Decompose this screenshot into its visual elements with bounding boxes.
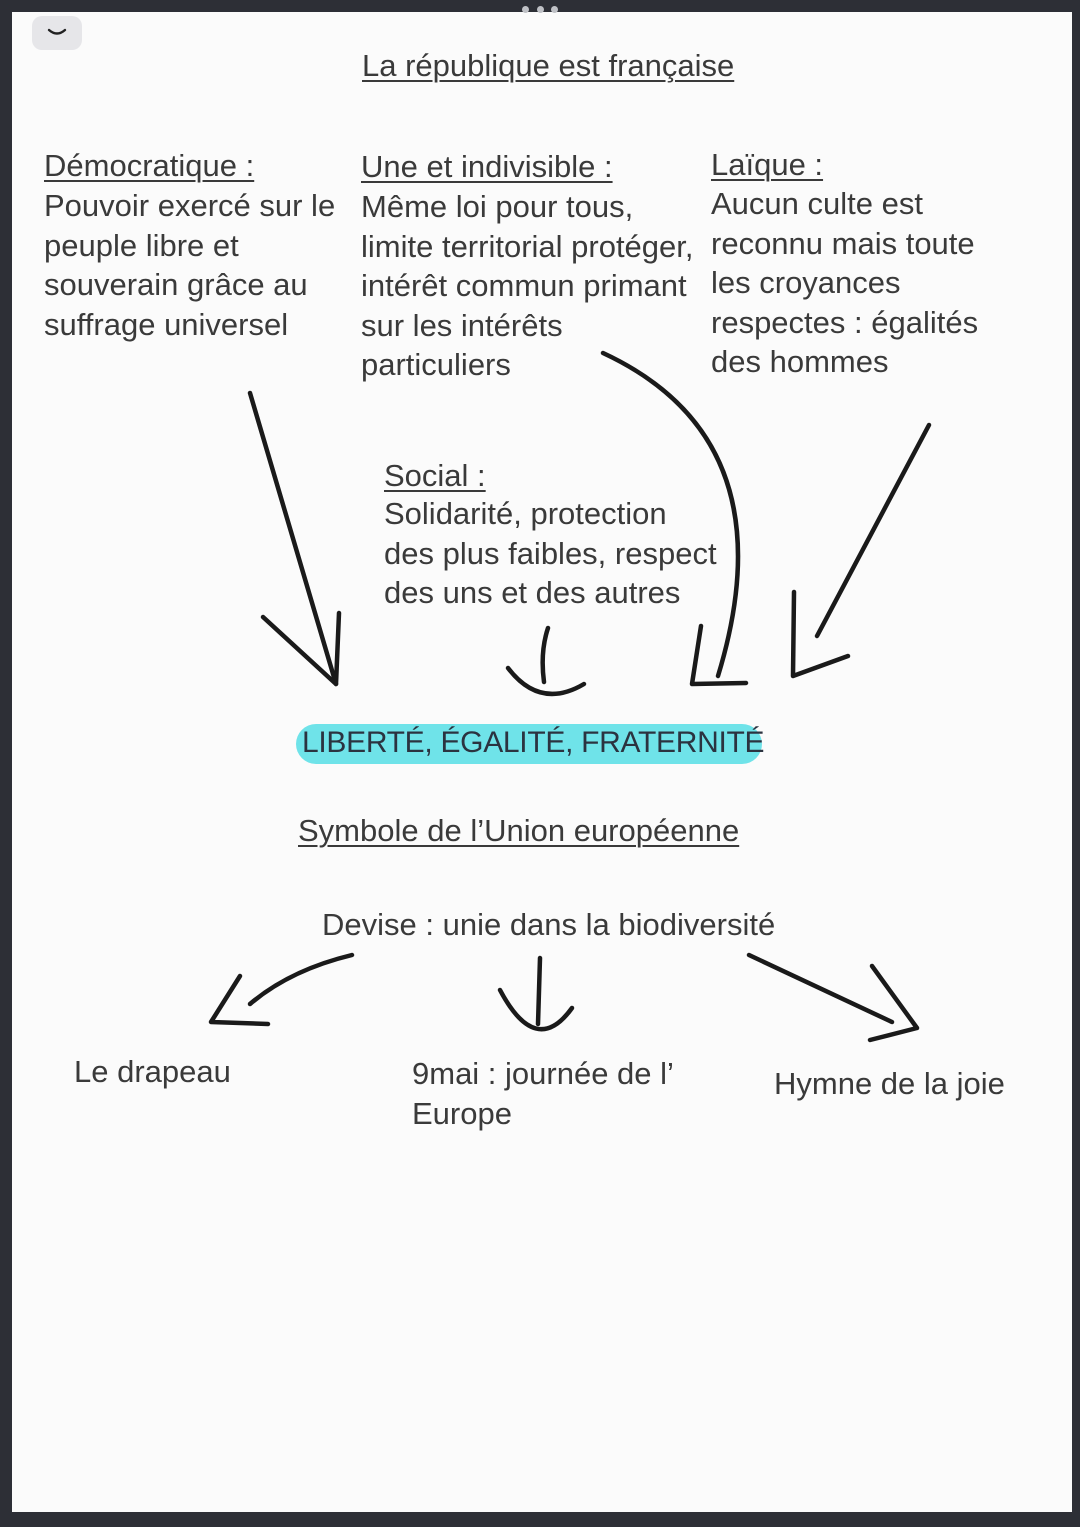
- eu-item-anthem: Hymne de la joie: [774, 1066, 1005, 1101]
- page-title: La république est française: [362, 48, 735, 83]
- motto-text: LIBERTÉ, ÉGALITÉ, FRATERNITÉ: [302, 726, 765, 759]
- laique-body: Aucun culte est reconnu mais toute les croyances respectes : égalités des hommes: [711, 186, 979, 379]
- eu-title: Symbole de l’Union européenne: [298, 813, 740, 848]
- democratique-body: Pouvoir exercé sur le peuple libre et souverain grâce au suffrage universel: [44, 188, 336, 342]
- eu-item-flag: Le drapeau: [74, 1054, 231, 1089]
- arrow-indivisible-icon: [603, 353, 746, 684]
- arrow-anthem-icon: [749, 955, 917, 1040]
- arrow-democratique-icon: [250, 393, 339, 684]
- arrow-laique-icon: [793, 425, 929, 676]
- indivisible-body: Même loi pour tous, limite territorial protéger, intérêt commun primant sur les intérêts particuliers: [361, 189, 694, 382]
- democratique-heading: Démocratique :: [44, 148, 255, 183]
- eu-item-may9: 9mai : journée de l’ Europe: [412, 1056, 674, 1131]
- arrow-may9-icon: [500, 958, 572, 1029]
- indivisible-heading: Une et indivisible :: [361, 149, 613, 184]
- arrow-flag-icon: [211, 955, 352, 1024]
- social-heading: Social :: [384, 458, 486, 493]
- arrow-social-icon: [508, 628, 584, 694]
- eu-devise: Devise : unie dans la biodiversité: [322, 907, 776, 942]
- social-body: Solidarité, protection des plus faibles, respect des uns et des autres: [384, 496, 717, 610]
- laique-heading: Laïque :: [711, 147, 824, 182]
